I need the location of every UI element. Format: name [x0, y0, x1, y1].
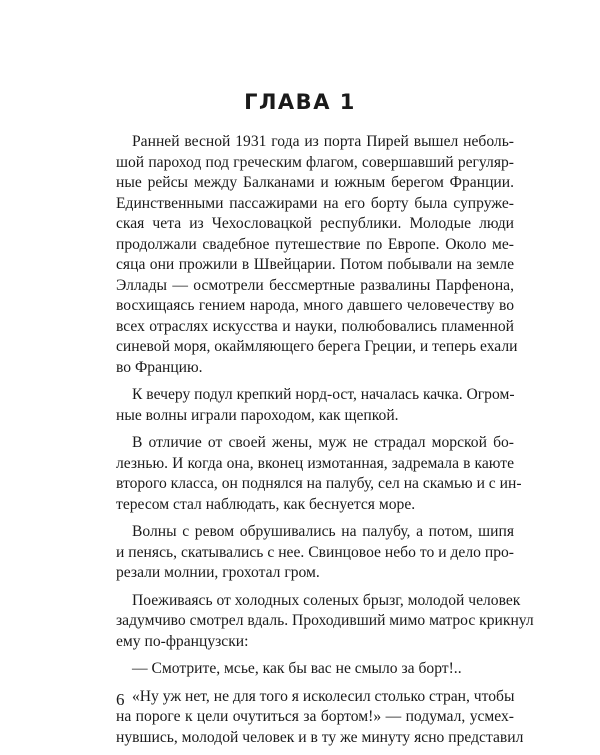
text-line: восхищаясь гением народа, много давшего человечеству во — [116, 297, 514, 314]
paragraph — [116, 687, 524, 749]
text-line: во Францию. — [116, 358, 203, 376]
text-line: В отличие от своей жены, муж не страдал морской бо- — [132, 434, 514, 451]
text-line: синевой моря, окаймляющего берега Греции, и теперь ехали — [116, 338, 518, 355]
text-line: ему по-французски: — [116, 632, 249, 650]
text-line: ская чета из Чехословацкой республики. Молодые люди — [116, 215, 514, 232]
paragraph — [116, 659, 514, 680]
text-line: Эллады — осмотрели бессмертные развалины Парфенона, — [116, 276, 514, 294]
text-line: Волны с ревом обрушивались на палубу, а потом, шипя — [132, 523, 514, 540]
text-line: Единственными пассажирами на его борту была супруже- — [116, 194, 514, 212]
page-number: 6 — [116, 690, 125, 709]
text-line: всех отраслях искусства и науки, полюбовались пламенной — [116, 317, 514, 335]
text-line: К вечеру подул крепкий норд-ост, началась качка. Огром- — [132, 386, 515, 403]
text-line: — Смотрите, мсье, как бы вас не смыло за борт!.. — [132, 660, 462, 677]
text-line: лезнью. И когда она, вконец измотанная, задремала в каюте — [116, 454, 514, 472]
paragraph — [116, 132, 518, 378]
text-line: ные волны играли пароходом, как щепкой. — [116, 406, 399, 424]
text-line: «Ну уж нет, не для того я исколесил столько стран, чтобы — [132, 687, 515, 705]
text-line: задумчиво смотрел вдаль. Проходивший мимо матрос крикнул — [116, 612, 534, 629]
text-line: на пороге к цели очутиться за бортом!» — подумал, усмех- — [116, 708, 514, 725]
text-line: нувшись, молодой человек и в ту же минуту ясно представил — [116, 728, 524, 746]
text-line: шой пароход под греческим флагом, совершавший регуляр- — [116, 153, 514, 171]
text-line: сяца они прожили в Швейцарии. Потом побывали на земле — [116, 256, 514, 273]
chapter-title: ГЛАВА 1 — [244, 90, 356, 114]
text-line: ные рейсы между Балканами и южным берегом Франции. — [116, 174, 514, 191]
body-text — [116, 132, 534, 755]
paragraph — [116, 522, 514, 584]
text-line: второго класса, он поднялся на палубу, сел на скамью и с ин- — [116, 475, 522, 492]
paragraph — [116, 385, 514, 426]
paragraph — [116, 433, 522, 515]
text-line: Поеживаясь от холодных соленых брызг, молодой человек — [132, 591, 521, 609]
text-line: продолжали свадебное путешествие по Европе. Около ме- — [116, 235, 514, 253]
paragraph — [116, 591, 534, 653]
text-line: Ранней весной 1931 года из порта Пирей вышел неболь- — [132, 133, 514, 150]
text-line: тересом стал наблюдать, как беснуется море. — [116, 495, 416, 513]
text-line: резали молнии, грохотал гром. — [116, 564, 320, 581]
text-line: и пенясь, скатывались с нее. Свинцовое небо то и дело про- — [116, 543, 514, 561]
